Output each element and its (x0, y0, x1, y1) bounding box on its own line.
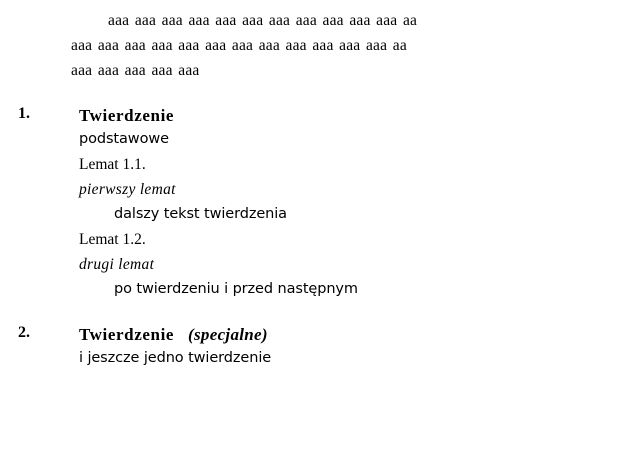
theorem-title-text-2: Twierdzenie (79, 325, 175, 344)
intro-line-1: aaa aaa aaa aaa aaa aaa aaa aaa aaa aaa aaa aa (108, 12, 418, 29)
theorem-body-1: podstawowe (79, 131, 169, 147)
theorem-list (0, 105, 644, 371)
lemma-followup-1-1: dalszy tekst twierdzenia (114, 206, 287, 222)
theorem-title-text-1: Twierdzenie (79, 106, 175, 125)
theorem-title-2 (79, 324, 644, 346)
lemma-statement-1-1: pierwszy lemat (79, 181, 176, 198)
lemma-name-1-1: Lemat 1.1. (79, 156, 146, 173)
theorem-item-1 (0, 105, 644, 302)
lemma-followup-1-2: po twierdzeniu i przed następnym (114, 281, 358, 297)
theorem-number-1: 1. (18, 105, 30, 122)
theorem-body-2: i jeszcze jedno twierdzenie (79, 350, 272, 366)
lemma-name-1-2: Lemat 1.2. (79, 231, 146, 248)
intro-paragraph (0, 0, 644, 83)
intro-line-3: aaa aaa aaa aaa aaa (71, 62, 200, 79)
theorem-qualifier-2: (specjalne) (188, 325, 268, 344)
theorem-number-2: 2. (18, 324, 30, 341)
intro-line-2: aaa aaa aaa aaa aaa aaa aaa aaa aaa aaa aaa aaa aa (71, 37, 407, 54)
lemma-statement-1-2: drugi lemat (79, 256, 155, 273)
theorem-item-2 (0, 324, 644, 371)
theorem-title-1 (79, 105, 644, 127)
